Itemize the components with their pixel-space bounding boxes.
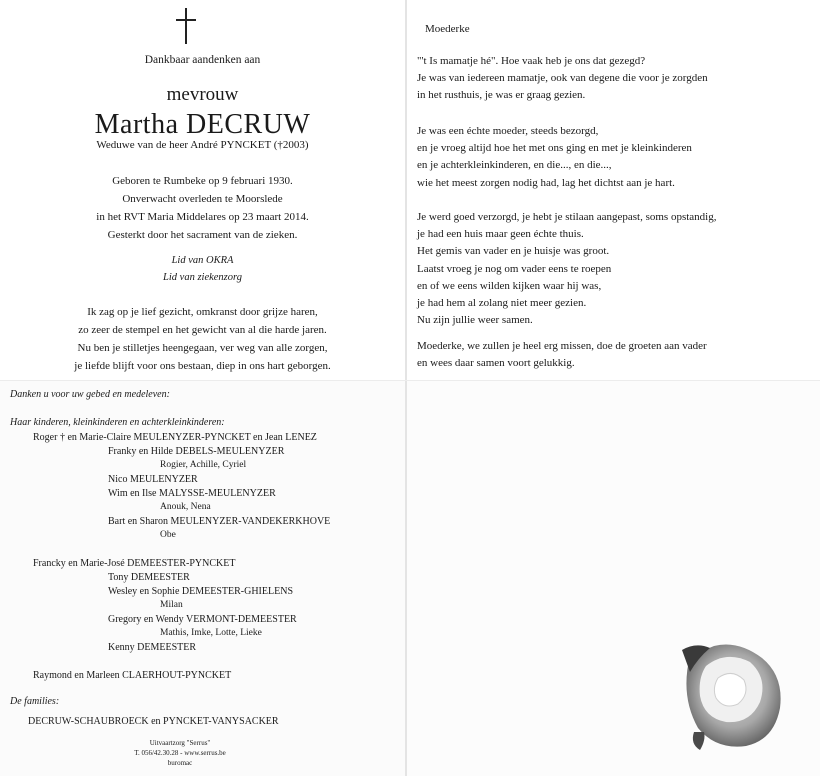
thanks-heading: Danken u voor uw gebed en medeleven:: [10, 389, 170, 400]
grandchildren-line: Anouk, Nena: [160, 502, 211, 512]
stanza-line: in het rusthuis, je was er graag gezien.: [417, 89, 586, 102]
moederke-title: Moederke: [425, 23, 470, 35]
biography: [0, 172, 405, 244]
fold-line-horizontal: [0, 380, 820, 381]
printer-line: T. 056/42.30.28 - www.serrus.be: [134, 749, 226, 757]
poem-line: je liefde blijft voor ons bestaan, diep in ons hart geborgen.: [74, 360, 331, 372]
stanza-line: Het gemis van vader en je huisje was groot.: [417, 245, 610, 258]
fold-line-vertical: [405, 0, 407, 776]
stanza-line: Je werd goed verzorgd, je hebt je stilaan aangepast, soms opstandig,: [417, 211, 717, 223]
widow-line: Weduwe van de heer André PYNCKET (†2003): [96, 139, 309, 151]
membership-okra: Lid van OKRA: [171, 255, 234, 266]
stanza-line: Je was van iedereen mamatje, ook van degene die voor je zorgden: [417, 72, 708, 85]
stanza-line: Nu zijn jullie weer samen.: [417, 314, 533, 327]
stanza-line: je had een huis maar geen échte thuis.: [417, 228, 584, 241]
stanza-line: en wees daar samen voort gelukkig.: [417, 357, 575, 370]
poem: [0, 303, 405, 375]
family-line: Nico MEULENYZER: [108, 474, 198, 485]
stanza-line: en of we eens wilden kijken waar hij was,: [417, 279, 602, 292]
title-mevrouw: mevrouw: [166, 84, 239, 105]
printer-info: [100, 738, 260, 768]
poem-line: Ik zag op je lief gezicht, omkranst door grijze haren,: [87, 306, 318, 318]
stanza-line: Je was een échte moeder, steeds bezorgd,: [417, 125, 599, 137]
stanza-1: [417, 53, 708, 105]
family-line: Tony DEMEESTER: [108, 572, 190, 583]
grandchildren-line: Milan: [160, 600, 183, 610]
stanza-line: "'t Is mamatje hé". Hoe vaak heb je ons dat gezegd?: [417, 55, 646, 67]
stanza-3: [417, 209, 716, 329]
stanza-2: [417, 123, 692, 192]
stanza-line: Laatst vroeg je nog om vader eens te roepen: [417, 262, 612, 275]
stanza-4: [417, 338, 707, 372]
membership-ziekenzorg: Lid van ziekenzorg: [163, 272, 242, 283]
poem-line: Nu ben je stilletjes heengegaan, ver weg van alle zorgen,: [77, 342, 328, 354]
bio-line: Geboren te Rumbeke op 9 februari 1930.: [112, 175, 293, 187]
bio-line: in het RVT Maria Middelares op 23 maart 2014.: [96, 211, 309, 223]
families-names: DECRUW-SCHAUBROECK en PYNCKET-VANYSACKER: [28, 716, 279, 727]
grandchildren-line: Obe: [160, 530, 176, 540]
family-line: Bart en Sharon MEULENYZER-VANDEKERKHOVE: [108, 516, 331, 527]
children-heading: Haar kinderen, kleinkinderen en achterkleinkinderen:: [10, 417, 225, 428]
family-line: Kenny DEMEESTER: [108, 642, 197, 653]
family-line: Raymond en Marleen CLAERHOUT-PYNCKET: [33, 670, 232, 681]
family-line: Francky en Marie-José DEMEESTER-PYNCKET: [33, 558, 236, 569]
bio-line: Onverwacht overleden te Moorslede: [122, 193, 283, 205]
family-line: Gregory en Wendy VERMONT-DEMEESTER: [108, 614, 297, 625]
stanza-line: je had hem al zolang niet meer gezien.: [417, 297, 587, 310]
stanza-line: en je achterkleinkinderen, en die..., en die...,: [417, 159, 612, 172]
families-heading: De families:: [10, 696, 60, 707]
family-line: Wim en Ilse MALYSSE-MEULENYZER: [108, 488, 276, 499]
family-line: Franky en Hilde DEBELS-MEULENYZER: [108, 446, 285, 457]
dankbaar-heading: Dankbaar aandenken aan: [144, 54, 261, 66]
bio-line: Gesterkt door het sacrament van de zieken.: [107, 229, 298, 241]
deceased-name: Martha DECRUW: [94, 109, 311, 140]
stanza-line: wie het meest zorgen nodig had, lag het dichtst aan je hart.: [417, 176, 675, 189]
family-line: Roger † en Marie-Claire MEULENYZER-PYNCKET en Jean LENEZ: [33, 432, 317, 443]
family-line: Wesley en Sophie DEMEESTER-GHIELENS: [108, 586, 293, 597]
grandchildren-line: Rogier, Achille, Cyriel: [160, 460, 247, 470]
stanza-line: Moederke, we zullen je heel erg missen, doe de groeten aan vader: [417, 340, 707, 352]
grandchildren-line: Mathis, Imke, Lotte, Lieke: [160, 628, 262, 638]
poem-line: zo zeer de stempel en het gewicht van al die harde jaren.: [78, 324, 327, 336]
cross-icon: [176, 8, 196, 44]
printer-line: buromac: [167, 759, 193, 767]
stanza-line: en je vroeg altijd hoe het met ons ging en met je kleinkinderen: [417, 142, 692, 155]
printer-line: Uitvaartzorg "Serrus": [149, 739, 211, 747]
rose-image: [676, 636, 786, 752]
